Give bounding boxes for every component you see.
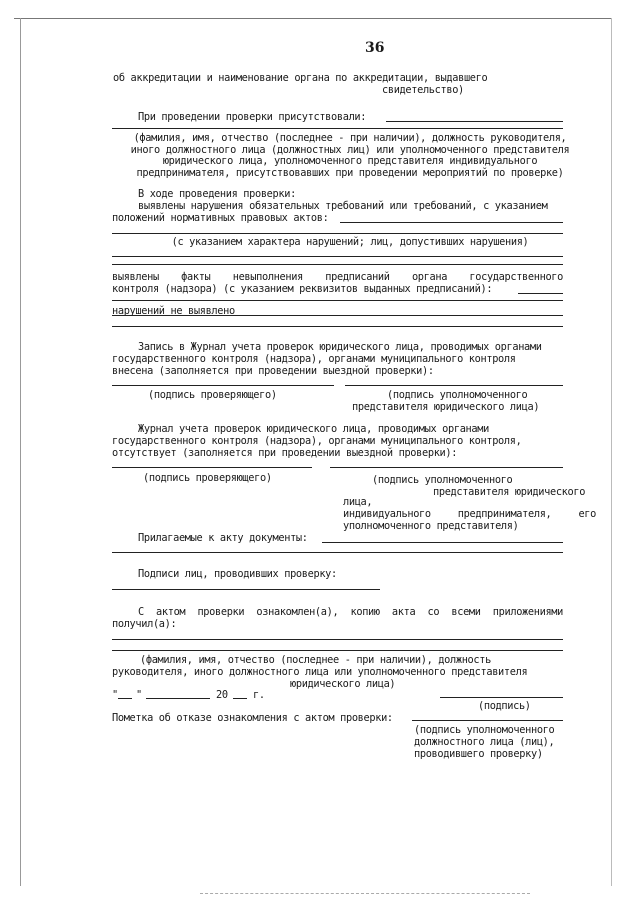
journal-missing-sig-rep-2: представителя юридического: [433, 486, 586, 498]
journal-entry-sig-rep-1: (подпись уполномоченного: [387, 389, 528, 401]
present-label: При проведении проверки присутствовали:: [138, 111, 367, 123]
scan-border-bottom: [200, 893, 530, 894]
refusal-hint-1: (подпись уполномоченного: [414, 724, 555, 736]
violations-field-line-3[interactable]: [112, 256, 563, 257]
journal-missing-sig-rep-4: индивидуального предпринимателя, его: [343, 508, 596, 520]
attached-field-line[interactable]: [322, 542, 563, 543]
journal-missing-line-2: государственного контроля (надзора), органами муниципального контроля,: [112, 435, 522, 447]
journal-missing-sig-inspector: (подпись проверяющего): [143, 472, 272, 484]
attached-field-line-2[interactable]: [112, 552, 563, 553]
journal-missing-line-3: отсутствует (заполняется при проведении выездной проверки):: [112, 447, 458, 459]
acquainted-hint-2: руководителя, иного должностного лица или уполномоченного представителя: [112, 666, 528, 678]
present-hint-2: иного должностного лица (должностных лиц) или уполномоченного представителя: [130, 144, 570, 156]
present-hint-3: юридического лица, уполномоченного представителя индивидуального: [162, 155, 538, 167]
violations-line-2: положений нормативных правовых актов:: [112, 212, 329, 224]
journal-missing-sig-line-rep[interactable]: [330, 467, 563, 468]
acquainted-hint-3: юридического лица): [290, 678, 396, 690]
journal-entry-sig-line-inspector[interactable]: [112, 385, 334, 386]
journal-missing-sig-rep-5: уполномоченного представителя): [343, 520, 519, 532]
refusal-hint-3: проводившего проверку): [414, 748, 543, 760]
violations-hint: (с указанием характера нарушений; лиц, допустивших нарушения): [171, 236, 529, 248]
date-day-field[interactable]: [118, 698, 132, 699]
present-hint-1: (фамилия, имя, отчество (последнее - при наличии), должность руководителя,: [133, 132, 567, 144]
acquainted-sig-line[interactable]: [440, 697, 563, 698]
journal-entry-line-3: внесена (заполняется при проведении выездной проверки):: [112, 365, 434, 377]
orders-line-1: выявлены факты невыполнения предписаний органа государственного: [112, 271, 563, 283]
date-month-field[interactable]: [146, 698, 210, 699]
scan-border-top: [14, 18, 612, 19]
journal-entry-line-2: государственного контроля (надзора), органами муниципального контроля: [112, 353, 516, 365]
violations-field-line[interactable]: [340, 222, 563, 223]
violations-field-line-2[interactable]: [112, 233, 563, 234]
violations-intro: В ходе проведения проверки:: [138, 188, 296, 200]
refusal-hint-2: должностного лица (лиц),: [414, 736, 555, 748]
journal-missing-sig-rep-1: (подпись уполномоченного: [372, 474, 513, 486]
signatures-label: Подписи лиц, проводивших проверку:: [138, 568, 337, 580]
journal-entry-line-1: Запись в Журнал учета проверок юридического лица, проводимых органами: [138, 341, 542, 353]
journal-missing-sig-rep-3: лица,: [343, 496, 373, 508]
refusal-field-line[interactable]: [412, 720, 563, 721]
present-field-line-2[interactable]: [112, 128, 563, 129]
journal-missing-line-1: Журнал учета проверок юридического лица, проводимых органами: [138, 423, 489, 435]
date-year-suffix: г.: [253, 689, 265, 701]
orders-line-2: контроля (надзора) (с указанием реквизитов выданных предписаний):: [112, 283, 493, 295]
acquainted-line-2: получил(а):: [112, 618, 177, 630]
date-close-quote: ": [136, 689, 142, 701]
acquainted-hint-1: (фамилия, имя, отчество (последнее - при наличии), должность: [140, 654, 491, 666]
scan-border-left: [20, 18, 21, 886]
no-violations-label: нарушений не выявлено: [112, 305, 235, 317]
accreditation-line-1: об аккредитации и наименование органа по аккредитации, выдавшего: [113, 72, 488, 84]
acquainted-field-line-2[interactable]: [112, 650, 563, 651]
accreditation-line-2: свидетельство): [382, 84, 464, 96]
present-hint-4: предпринимателя, присутствовавших при проведении мероприятий по проверке): [136, 167, 564, 179]
orders-field-line-2[interactable]: [112, 300, 563, 301]
page-number: 36: [365, 40, 385, 56]
no-violations-field-line[interactable]: [112, 315, 563, 316]
journal-entry-sig-rep-2: представителя юридического лица): [352, 401, 540, 413]
acquainted-sig-hint: (подпись): [478, 700, 531, 712]
journal-entry-sig-line-rep[interactable]: [345, 385, 563, 386]
date-year-prefix: 20: [216, 689, 228, 701]
attached-label: Прилагаемые к акту документы:: [138, 532, 308, 544]
journal-missing-sig-line-inspector[interactable]: [112, 467, 312, 468]
journal-entry-sig-inspector: (подпись проверяющего): [148, 389, 277, 401]
refusal-label: Пометка об отказе ознакомления с актом проверки:: [112, 712, 393, 724]
present-field-line[interactable]: [386, 121, 563, 122]
date-year-field[interactable]: [233, 698, 247, 699]
violations-line-1: выявлены нарушения обязательных требований или требований, с указанием: [138, 200, 548, 212]
no-violations-field-line-2[interactable]: [112, 326, 563, 327]
orders-field-line[interactable]: [518, 293, 563, 294]
date-open-quote: ": [112, 689, 118, 701]
acquainted-line-1: С актом проверки ознакомлен(а), копию акта со всеми приложениями: [138, 606, 563, 618]
scan-border-right: [611, 18, 612, 886]
signatures-field-line[interactable]: [112, 589, 380, 590]
orders-top-line[interactable]: [112, 264, 563, 265]
acquainted-field-line[interactable]: [112, 639, 563, 640]
